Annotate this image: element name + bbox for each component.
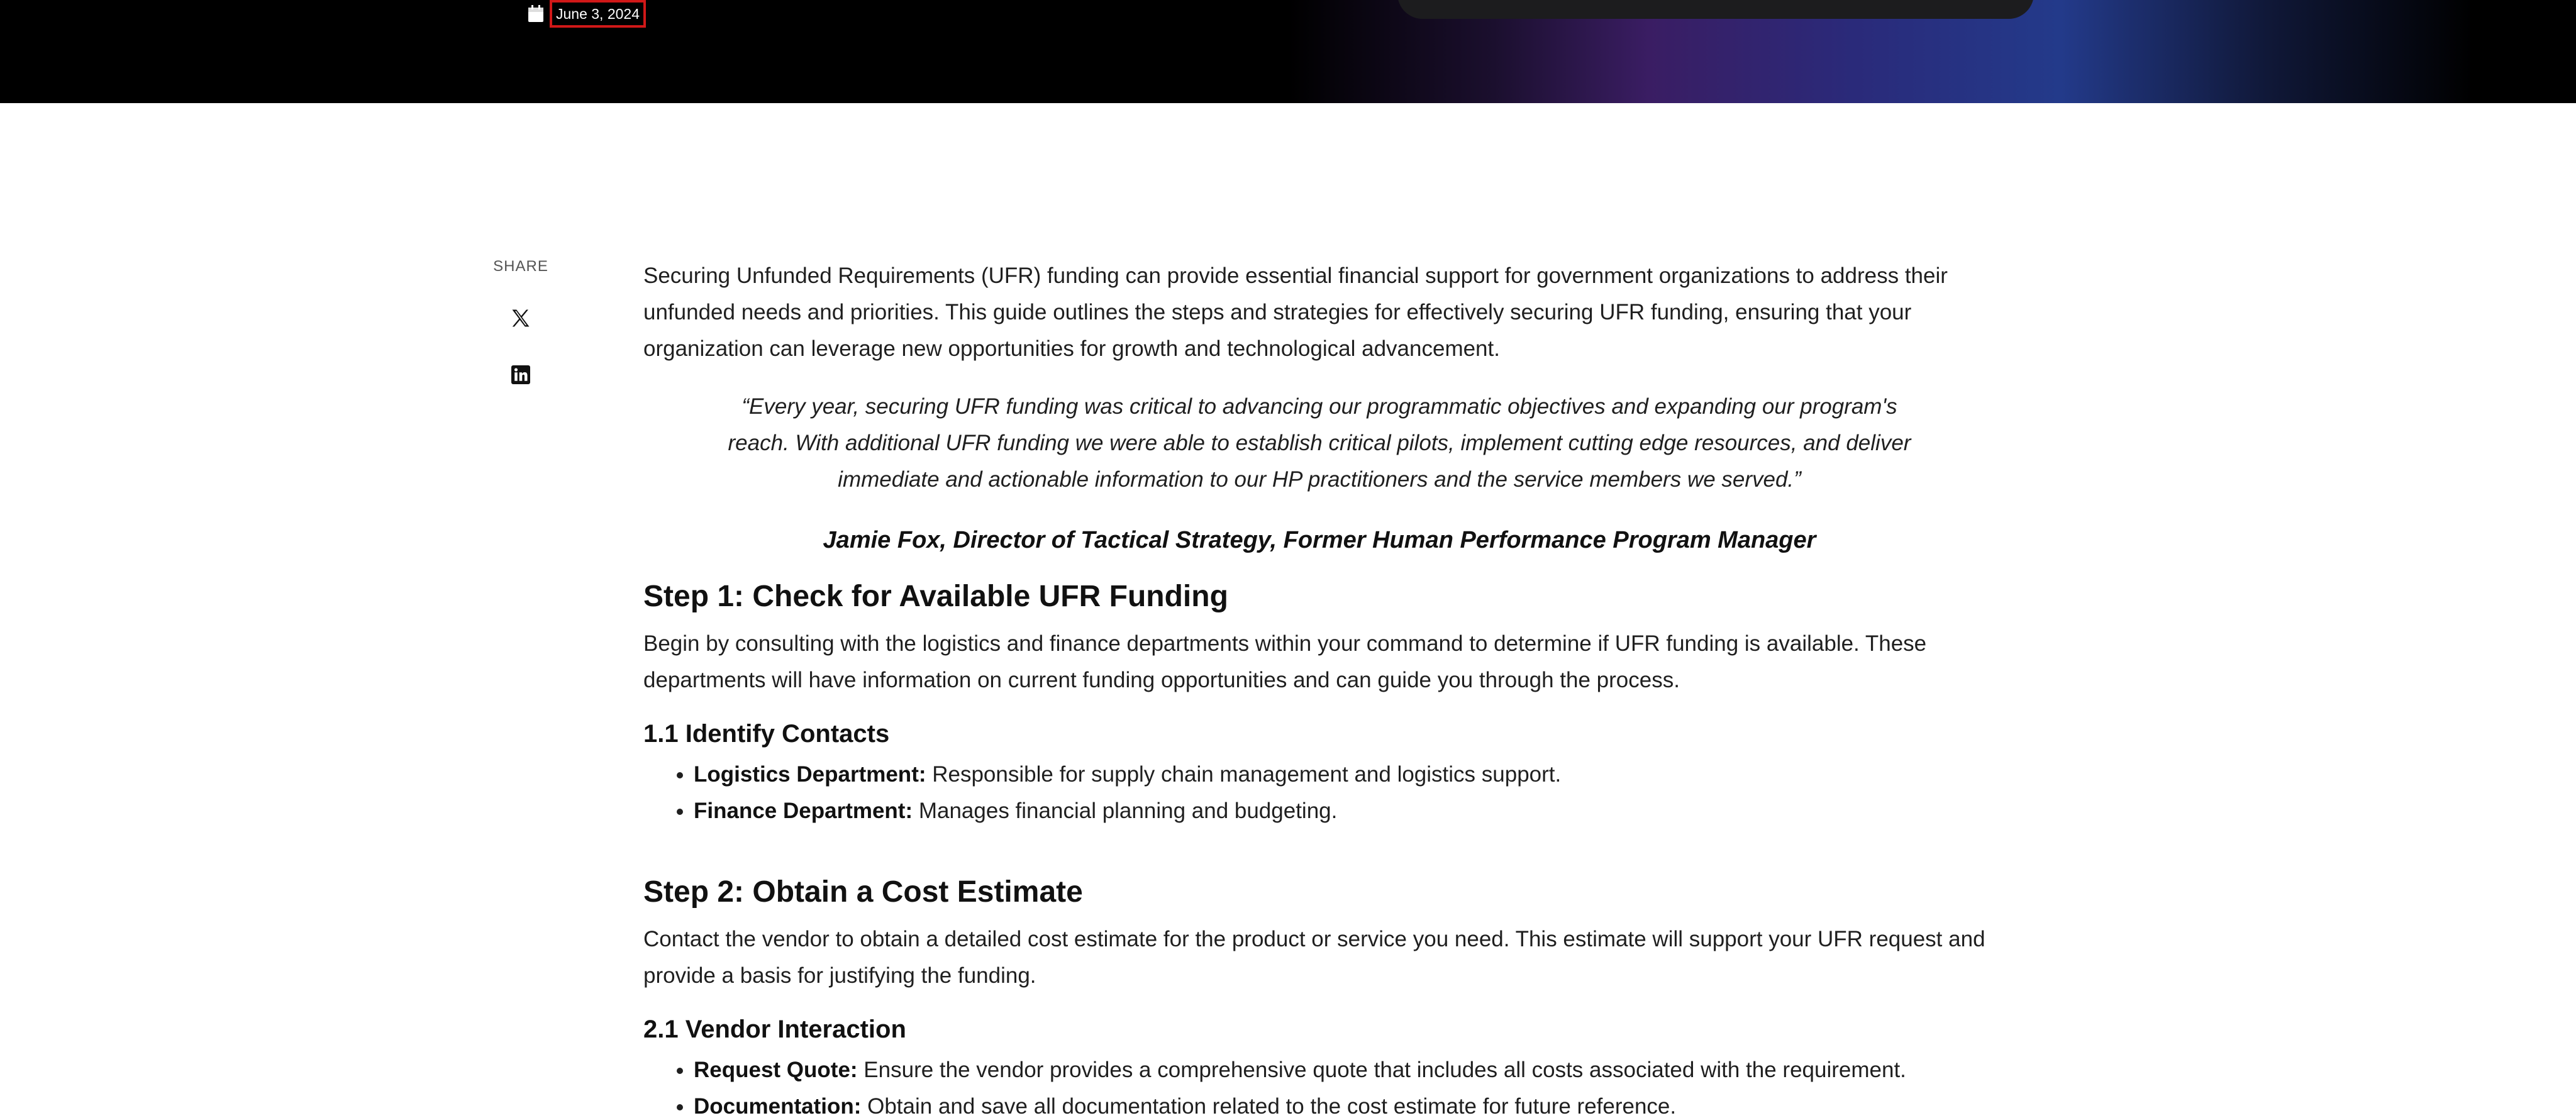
step-1-paragraph: Begin by consulting with the logistics and finance departments within your command to determine if UFR funding is available. These departments will have information on current funding opportunities and can guide you through the process. (643, 631, 1927, 692)
linkedin-icon[interactable] (509, 363, 532, 386)
list-item (694, 1052, 1996, 1088)
share-label: SHARE (493, 258, 548, 275)
vendor-list (643, 1052, 1996, 1118)
step-2-paragraph: Contact the vendor to obtain a detailed cost estimate for the product or service you need. This estimate will support your UFR request and provide a basis for justifying the funding. (643, 927, 1985, 988)
step-2-1-heading: 2.1 Vendor Interaction (643, 1016, 906, 1043)
list-item (694, 1088, 1996, 1118)
list-item-term: Request Quote: (694, 1058, 858, 1082)
list-item-text: Responsible for supply chain management and logistics support. (926, 762, 1562, 787)
step-1-1-heading: 1.1 Identify Contacts (643, 720, 890, 748)
list-item (694, 756, 1996, 793)
list-item-text: Obtain and save all documentation related to the cost estimate for future reference. (861, 1094, 1677, 1118)
list-item-term: Documentation: (694, 1094, 862, 1118)
list-item-text: Manages financial planning and budgeting. (913, 799, 1338, 823)
step-1-heading: Step 1: Check for Available UFR Funding (643, 580, 1228, 613)
quote-attribution: Jamie Fox, Director of Tactical Strategy, Former Human Performance Program Manager (823, 527, 1816, 553)
list-item-term: Finance Department: (694, 799, 913, 823)
list-item-text: Ensure the vendor provides a comprehensive quote that includes all costs associated with the requirement. (857, 1058, 1906, 1082)
hero-banner (0, 0, 2576, 103)
calendar-icon (527, 4, 545, 23)
step-2-heading: Step 2: Obtain a Cost Estimate (643, 875, 1083, 909)
article-body (643, 258, 1996, 1118)
pull-quote: “Every year, securing UFR funding was critical to advancing our programmatic objectives and expanding our program's reach. With additional UFR funding we were able to establish critical pilots, implement cutting edge resources, and deliver immediate and actionable information to our HP practitioners and the service members we served.” (728, 394, 1911, 492)
share-sidebar (478, 258, 564, 386)
x-twitter-icon[interactable] (509, 307, 532, 329)
hero-media-card (1397, 0, 2034, 19)
contacts-list (643, 756, 1996, 829)
spacer (643, 829, 1996, 850)
post-date (527, 0, 646, 28)
list-item (694, 793, 1996, 829)
post-date-text: June 3, 2024 (550, 0, 646, 28)
intro-paragraph: Securing Unfunded Requirements (UFR) funding can provide essential financial support for government organizations to address their unfunded needs and priorities. This guide outlines the steps and strategies for effectively securing UFR funding, ensuring that your organization can leverage new opportunities for growth and technological advancement. (643, 263, 1948, 361)
list-item-term: Logistics Department: (694, 762, 926, 787)
